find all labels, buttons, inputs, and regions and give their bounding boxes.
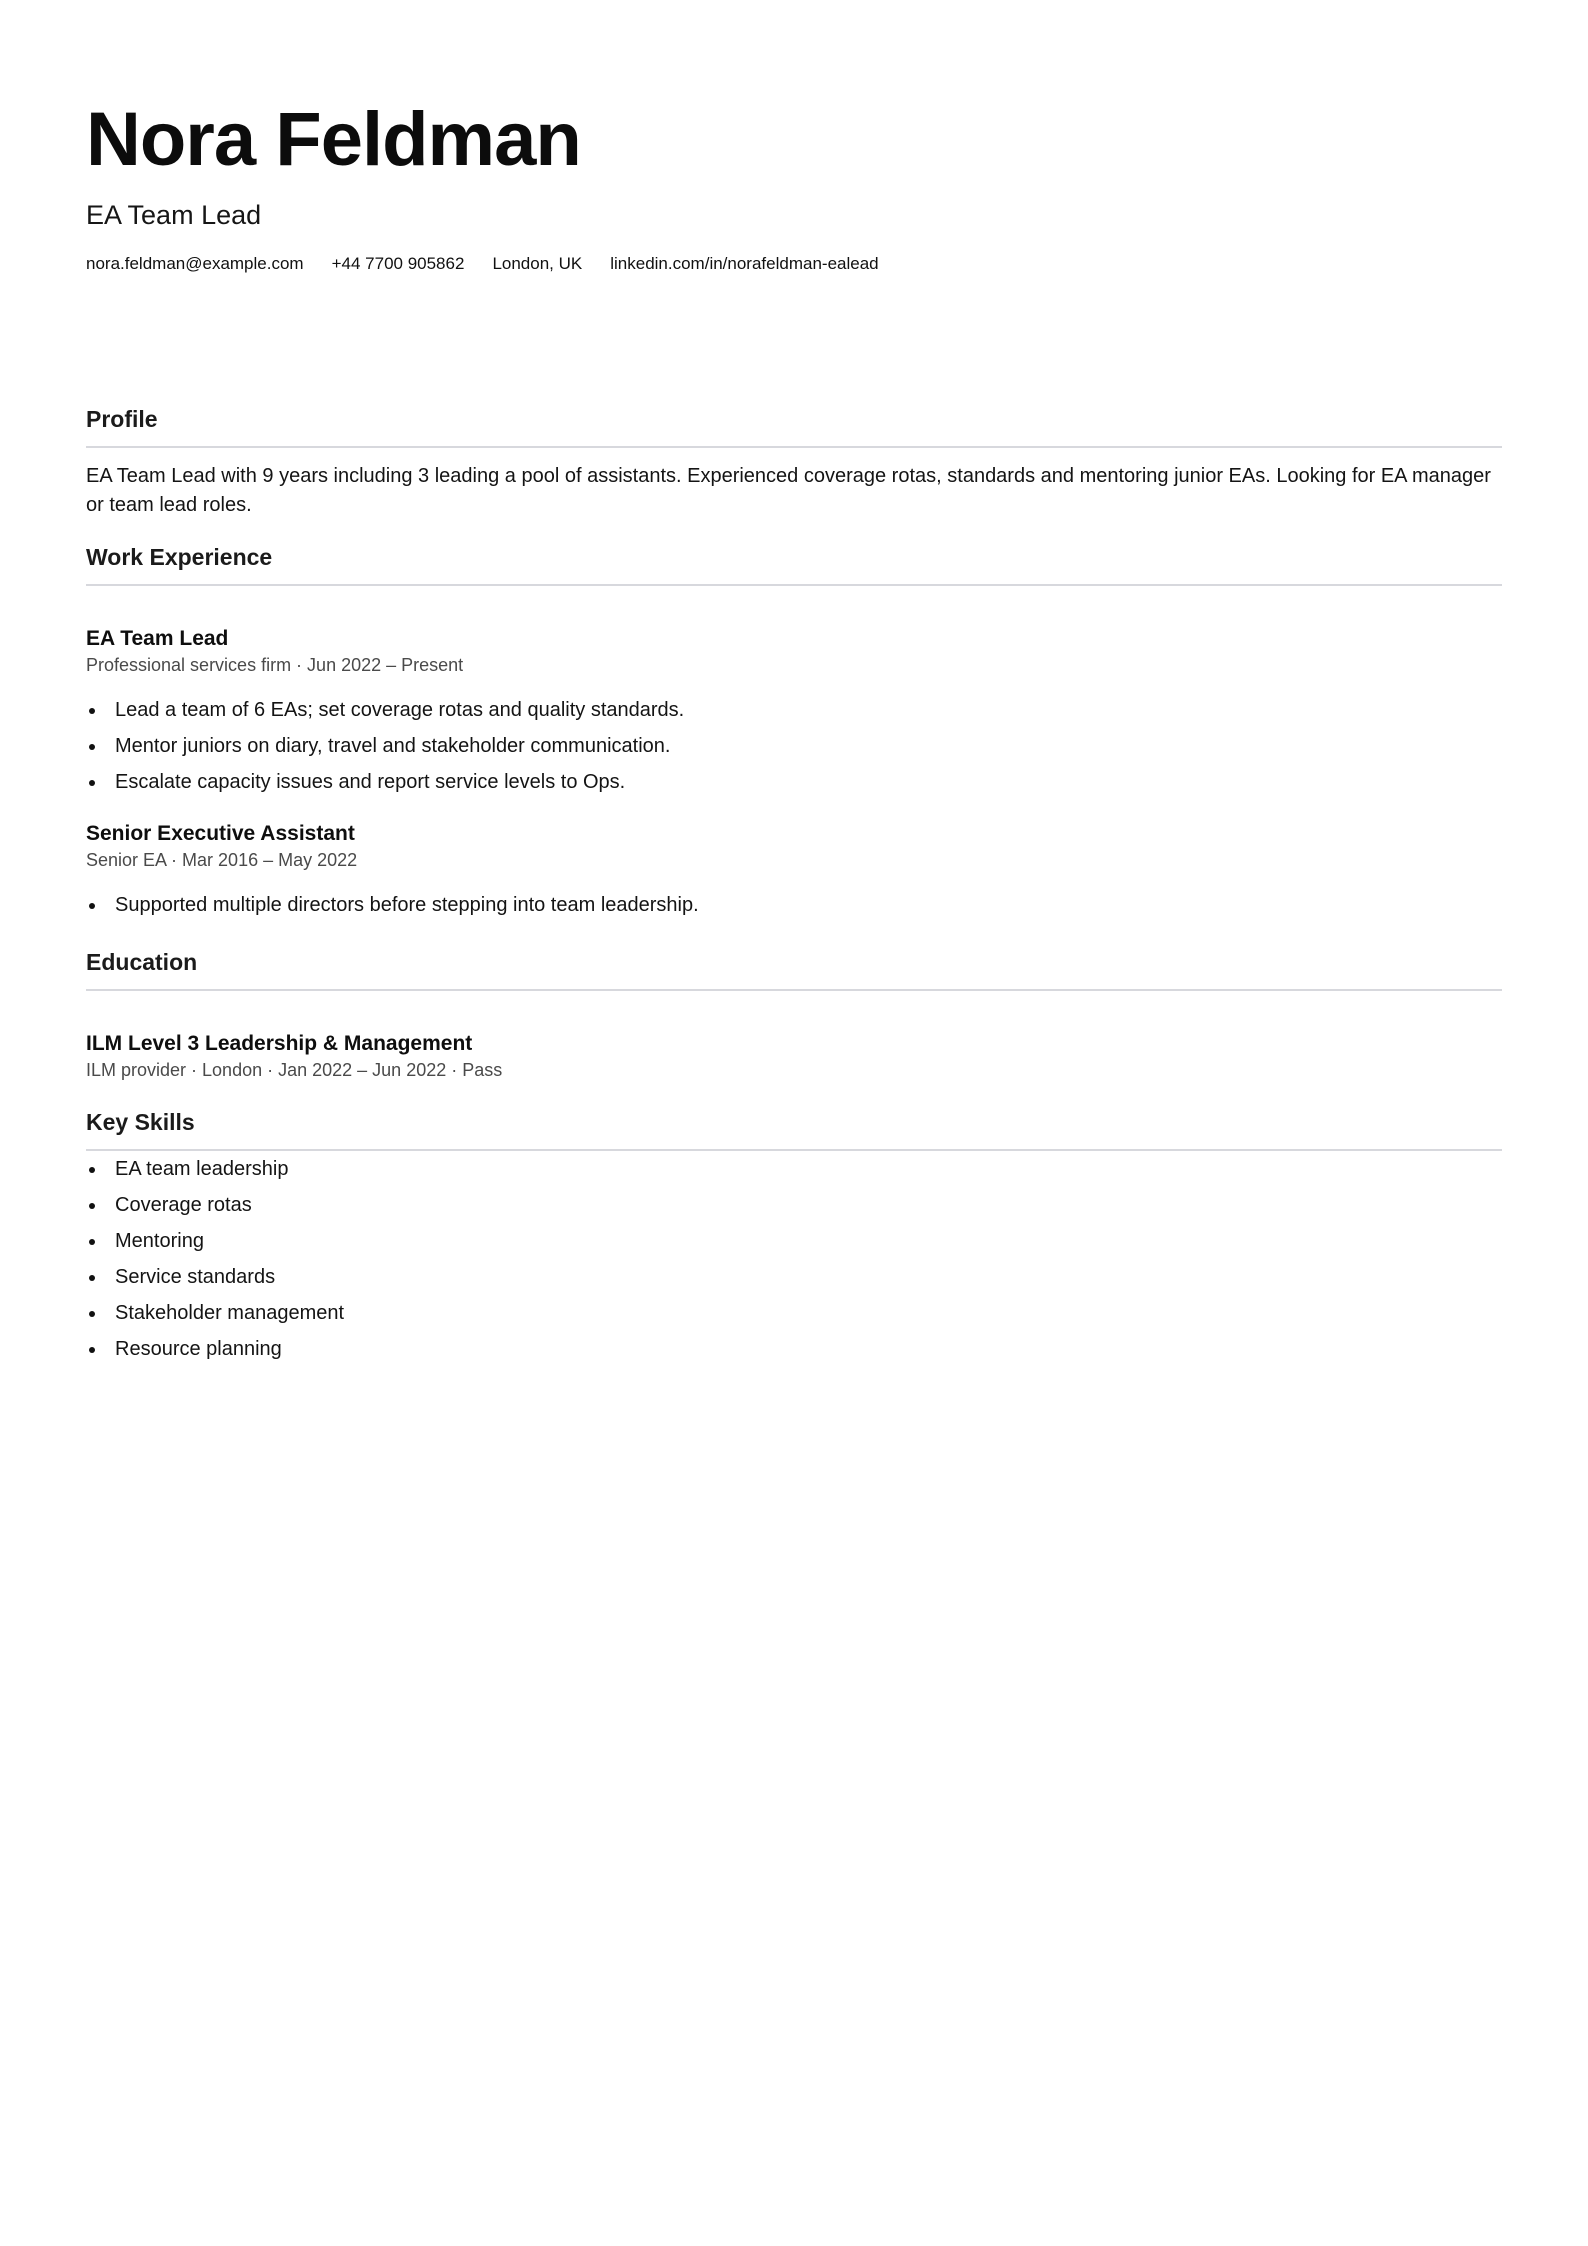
work-experience-section [86,542,1502,923]
job-bullet: Lead a team of 6 EAs; set coverage rotas and quality standards. [86,692,1502,728]
education-entry [86,1031,1502,1082]
job-title: EA Team Lead [86,627,229,650]
skill-item: Service standards [86,1259,1502,1295]
skill-item: Coverage rotas [86,1187,1502,1223]
contact-linkedin: linkedin.com/in/norafeldman-ealead [610,254,879,273]
section-title-education: Education [86,947,1502,991]
education-meta: ILM provider · London · Jan 2022 – Jun 2022 · Pass [86,1060,503,1080]
skill-item: Stakeholder management [86,1295,1502,1331]
contact-email: nora.feldman@example.com [86,254,304,273]
skill-item: Mentoring [86,1223,1502,1259]
job-bullet: Mentor juniors on diary, travel and stakeholder communication. [86,728,1502,764]
job-bullet: Escalate capacity issues and report service levels to Ops. [86,764,1502,800]
job-bullet: Supported multiple directors before stepping into team leadership. [86,887,1502,923]
education-section [86,947,1502,1082]
candidate-headline: EA Team Lead [86,200,262,230]
skill-item: EA team leadership [86,1151,1502,1187]
profile-section [86,404,1502,520]
section-title-profile: Profile [86,404,1502,448]
job-entry [86,821,1502,923]
skill-item: Resource planning [86,1331,1502,1367]
job-title: Senior Executive Assistant [86,822,355,845]
section-title-key-skills: Key Skills [86,1107,1502,1151]
section-title-work-experience: Work Experience [86,542,1502,586]
skills-list [86,1151,1502,1367]
job-meta: Professional services firm · Jun 2022 – Present [86,655,464,675]
resume-header [86,0,1502,276]
education-title: ILM Level 3 Leadership & Management [86,1032,473,1055]
profile-summary: EA Team Lead with 9 years including 3 leading a pool of assistants. Experienced coverage rotas, standards and mentoring junior EAs. Looking for EA manager or team lead roles. [86,465,1491,516]
job-bullets [86,887,1502,923]
contact-info [86,252,1502,276]
job-meta: Senior EA · Mar 2016 – May 2022 [86,850,358,870]
contact-phone: +44 7700 905862 [331,254,465,273]
job-bullets [86,692,1502,800]
candidate-name: Nora Feldman [86,97,581,182]
contact-location: London, UK [492,254,583,273]
key-skills-section [86,1107,1502,1367]
job-entry [86,626,1502,800]
